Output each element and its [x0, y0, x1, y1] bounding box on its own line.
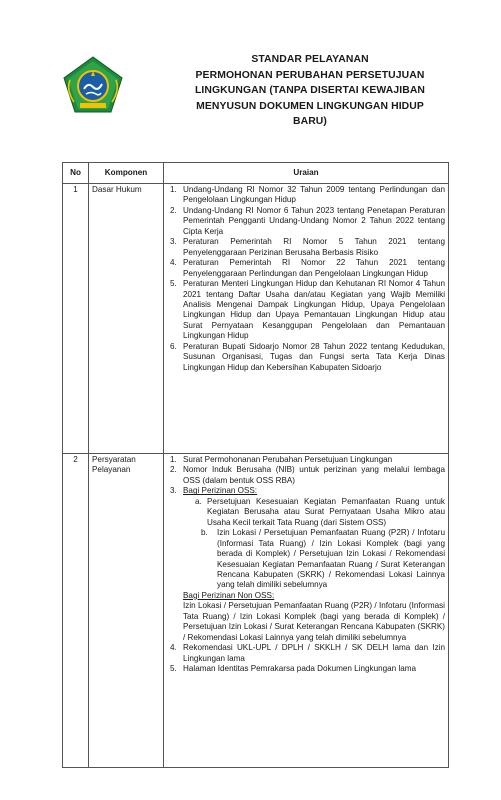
- document-title: [145, 52, 475, 130]
- non-oss-text: Izin Lokasi / Persetujuan Pemanfaatan Ruang (P2R) / Infotaru (Informasi Tata Ruang) / Izin Lokasi Komplek (bagi yang berada di Komplek) / Persetujuan Izin Lokasi / Surat Keterangan Rencana Kabupaten (SKRK) / Rekomendasi Lokasi Lainnya yang telah dimiliki sebelumnya: [183, 601, 445, 642]
- sidoarjo-regency-emblem-icon: [62, 56, 124, 114]
- title-line: STANDAR PELAYANAN: [251, 54, 369, 65]
- list-item: 4. Peraturan Pemerintah RI Nomor 22 Tahun 2021 tentang Penyelenggaraan Perlindungan dan Pengelolaan Lingkungan Hidup: [170, 258, 445, 278]
- list-item: 4. Rekomendasi UKL-UPL / DPLH / SKKLH / SK DELH lama dan Izin Lingkungan lama: [170, 643, 445, 663]
- row-number: 2: [63, 454, 89, 768]
- row-uraian: [164, 184, 449, 454]
- list-item: 1. Undang-Undang RI Nomor 32 Tahun 2009 tentang Perlindungan dan Pengelolaan Lingkungan Hidup: [170, 185, 445, 205]
- service-standard-table: [62, 162, 449, 768]
- row-uraian: [164, 454, 449, 768]
- list-item: 6. Peraturan Bupati Sidoarjo Nomor 28 Tahun 2022 tentang Kedudukan, Susunan Organisasi, Tugas dan Fungsi serta Tata Kerja Dinas Lingkungan Hidup dan Kebersihan Kabupaten Sidoarjo: [170, 341, 445, 372]
- row-komponen: Persyaratan Pelayanan: [89, 454, 164, 768]
- list-item: 3. Peraturan Pemerintah RI Nomor 5 Tahun 2021 tentang Penyelenggaraan Perizinan Berusaha Berbasis Risiko: [170, 237, 445, 257]
- table-row: [63, 454, 449, 768]
- list-item: b. Izin Lokasi / Persetujuan Pemanfaatan Ruang (P2R) / Infotaru (Informasi Tata Ruang) / Izin Lokasi Komplek (bagi yang berada di Komplek) / Persetujuan Izin Lokasi / Rekomendasi Kesesuaian Kegiatan Pemanfaatan Ruang / Surat Keterangan Rencana Kabupaten (SKRK) / Rekomendasi Lokasi Lainnya yang telah dimiliki sebelumnya: [201, 528, 445, 590]
- list-item: 3. Bagi Perizinan OSS: a. Persetujuan Kesesuaian Kegiatan Pemanfaatan Ruang untuk Kegiatan Berusaha atau Surat Pernyataan Usaha Mikro atau Usaha Kecil terkait Tata Ruang (dari Sistem OSS) b. Izin Lokasi / Persetujuan Pemanfaatan Ruang (P2R) / Infotaru (Informasi Tata Ruang) / Izin Lokasi Komplek (bagi yang berada di Komplek) / Persetujuan Izin Lokasi / Rekomendasi Kesesuaian Kegiatan Pemanfaatan Ruang / Surat Keterangan Rencana Kabupaten (SKRK) / Rekomendasi Lokasi Lainnya yang telah dimiliki sebelumnya Bagi Perizinan Non OSS: Izin Lokasi / Persetujuan Pemanfaatan Ruang (P2R) / Infotaru (Informasi Tata Ruang) / Izin Lokasi Komplek (bagi yang berada di Komplek) / Persetujuan Izin Lokasi / Surat Keterangan Rencana Kabupaten (SKRK) / Rekomendasi Lokasi Lainnya yang telah dimiliki sebelumnya: [170, 486, 445, 642]
- list-item: 1. Surat Permohonanan Perubahan Persetujuan Lingkungan: [170, 455, 393, 464]
- non-oss-heading: Bagi Perizinan Non OSS:: [183, 590, 275, 600]
- table-header-row: [63, 163, 449, 184]
- title-line: BARU): [293, 116, 327, 127]
- list-item: 2. Nomor Induk Berusaha (NIB) untuk perizinan yang melalui lembaga OSS (dalam bentuk OSS RBA): [170, 465, 445, 485]
- table-row: [63, 184, 449, 454]
- list-item: a. Persetujuan Kesesuaian Kegiatan Pemanfaatan Ruang untuk Kegiatan Berusaha atau Surat Pernyataan Usaha Mikro atau Usaha Kecil terkait Tata Ruang (dari Sistem OSS): [195, 496, 445, 527]
- document-header: [60, 52, 460, 157]
- header-komponen: Komponen: [89, 163, 164, 184]
- oss-sublist: [183, 497, 445, 591]
- title-line: MENYUSUN DOKUMEN LINGKUNGAN HIDUP: [196, 100, 424, 112]
- title-line: LINGKUNGAN (TANPA DISERTAI KEWAJIBAN: [194, 85, 426, 96]
- oss-heading: Bagi Perizinan OSS:: [183, 486, 258, 496]
- list-item: 2. Undang-Undang RI Nomor 6 Tahun 2023 tentang Penetapan Peraturan Pemerintah Pengganti Undang-Undang Nomor 2 Tahun 2022 tentang Cipta Kerja: [170, 205, 445, 236]
- list-item: 5. Halaman Identitas Pemrakarsa pada Dokumen Lingkungan lama: [170, 664, 417, 674]
- legal-basis-list: [167, 185, 445, 373]
- list-item: 5. Peraturan Menteri Lingkungan Hidup dan Kehutanan RI Nomor 4 Tahun 2021 tentang Daftar Usaha dan/atau Kegiatan yang Wajib Memiliki Analisis Mengenai Dampak Lingkungan Hidup, Upaya Pengelolaan Lingkungan Hidup dan Upaya Pemantauan Lingkungan Hidup atau Surat Pernyataan Kesanggupan Pengelolaan dan Pemantauan Lingkungan Hidup: [170, 279, 445, 341]
- title-line: PERMOHONAN PERUBAHAN PERSETUJUAN: [195, 69, 425, 81]
- header-no: No: [63, 163, 89, 184]
- row-number: 1: [63, 184, 89, 454]
- row-komponen: Dasar Hukum: [89, 184, 164, 454]
- header-uraian: Uraian: [164, 163, 449, 184]
- requirements-list: [167, 455, 445, 675]
